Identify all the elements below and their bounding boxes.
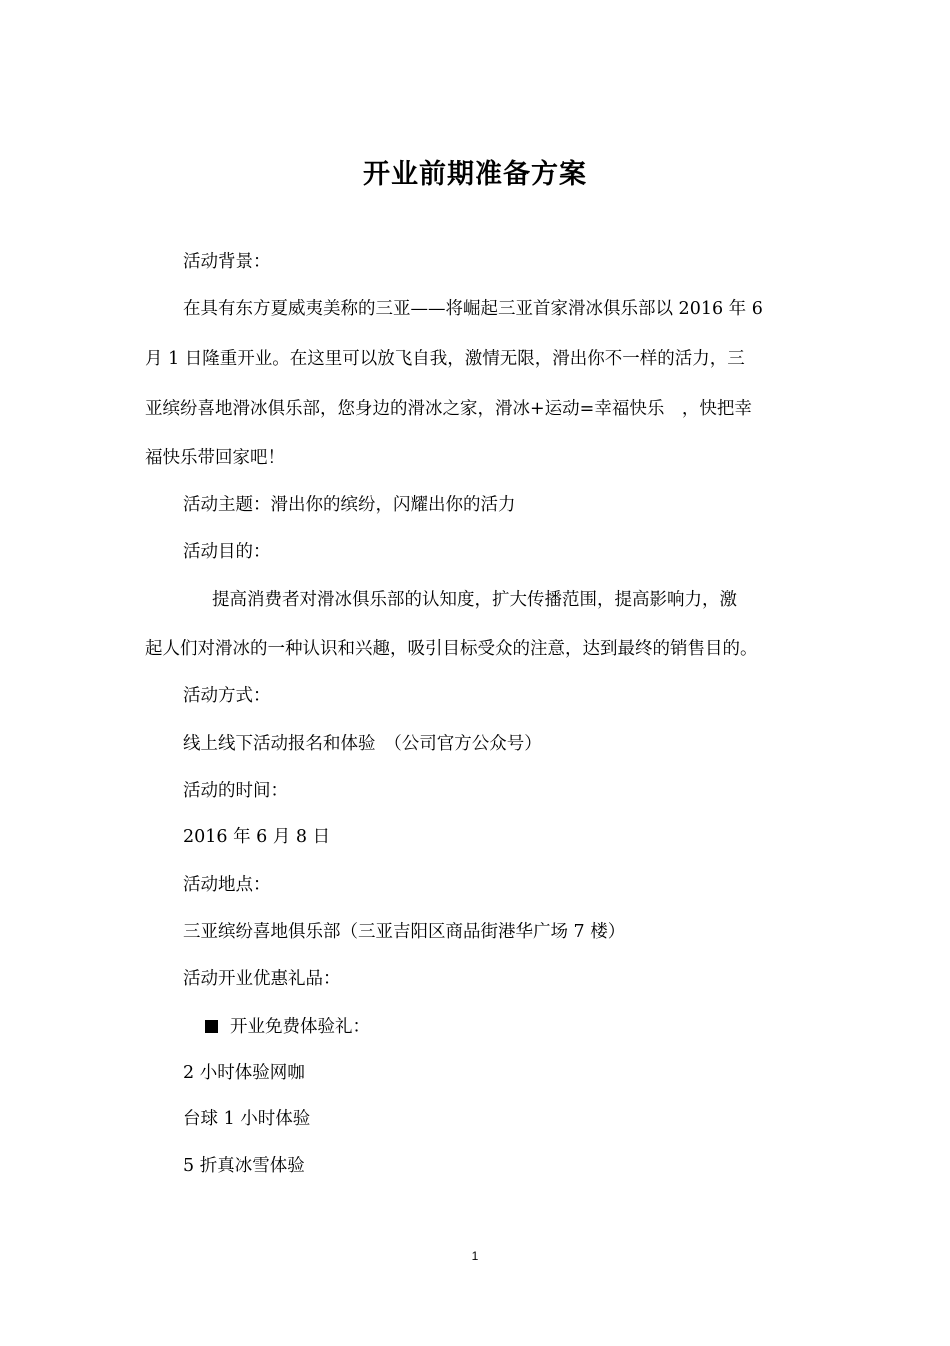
time-heading: 活动的时间： bbox=[183, 781, 288, 801]
purpose-heading: 活动目的： bbox=[183, 542, 271, 562]
time-line: 2016 年 6 月 8 日 bbox=[183, 827, 331, 847]
gift-item-1: 2 小时体验网咖 bbox=[183, 1063, 305, 1083]
background-line-3: 亚缤纷喜地滑冰俱乐部，您身边的滑冰之家，滑冰+运动=幸福快乐 ，快把幸 bbox=[145, 399, 752, 419]
gift-item-3: 5 折真冰雪体验 bbox=[183, 1156, 305, 1176]
gift-bullet-item bbox=[205, 1015, 370, 1039]
background-line-2: 月 1 日隆重开业。在这里可以放飞自我，激情无限，滑出你不一样的活力，三 bbox=[145, 349, 745, 369]
square-bullet-icon bbox=[205, 1020, 218, 1033]
background-heading: 活动背景： bbox=[183, 252, 271, 272]
background-line-1: 在具有东方夏威夷美称的三亚——将崛起三亚首家滑冰俱乐部以 2016 年 6 bbox=[183, 299, 763, 319]
document-title: 开业前期准备方案 bbox=[363, 159, 587, 190]
theme-line: 活动主题：滑出你的缤纷，闪耀出你的活力 bbox=[183, 495, 516, 515]
gift-bullet-label: 开业免费体验礼： bbox=[230, 1017, 370, 1037]
gift-item-2: 台球 1 小时体验 bbox=[183, 1109, 311, 1129]
background-line-4: 福快乐带回家吧！ bbox=[145, 448, 285, 468]
purpose-line-2: 起人们对滑冰的一种认识和兴趣，吸引目标受众的注意，达到最终的销售目的。 bbox=[145, 639, 758, 659]
gifts-heading: 活动开业优惠礼品： bbox=[183, 969, 341, 989]
location-heading: 活动地点： bbox=[183, 875, 271, 895]
purpose-line-1: 提高消费者对滑冰俱乐部的认知度，扩大传播范围，提高影响力，激 bbox=[212, 590, 737, 610]
location-line: 三亚缤纷喜地俱乐部（三亚吉阳区商品街港华广场 7 楼） bbox=[183, 922, 626, 942]
page-number: 1 bbox=[471, 1249, 479, 1263]
method-line: 线上线下活动报名和体验 （公司官方公众号） bbox=[183, 734, 542, 754]
method-heading: 活动方式： bbox=[183, 686, 271, 706]
